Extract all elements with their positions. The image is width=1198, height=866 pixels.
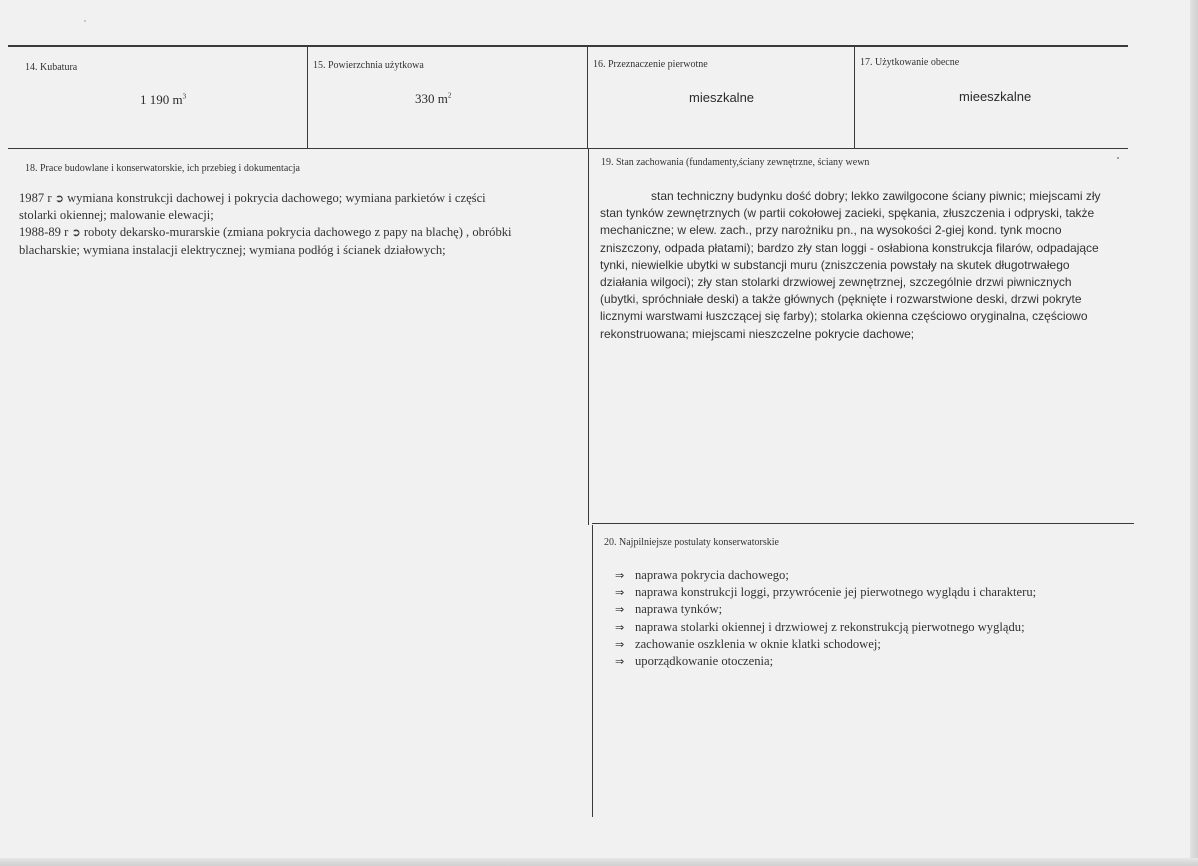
double-arrow-icon: ⇒ xyxy=(615,637,625,651)
list-item: ⇒ naprawa pokrycia dachowego; xyxy=(615,567,1125,584)
field-19-label: 19. Stan zachowania (fundamenty,ściany zewnętrzne, ściany wewn xyxy=(601,157,870,168)
field-19-line-3: mechaniczne; w elew. zach., przy narożniku pn., na wysokości 2-giej kond. tynk mocno xyxy=(600,223,1062,238)
field-19-line-6: działania wilgoci); zły stan stolarki drzwiowej zewnętrznej, szczególnie drzwi piwnicznych xyxy=(600,275,1072,290)
page-edge-bottom xyxy=(0,858,1198,866)
col-divider-2 xyxy=(587,46,588,149)
field-20-list xyxy=(615,567,1125,670)
entry-2-line-2: blacharskie; wymiana instalacji elektrycznej; wymiana podłóg i ścianek działowych; xyxy=(19,242,446,257)
double-arrow-icon: ⇒ xyxy=(615,620,625,634)
entry-1-line-2: stolarki okiennej; malowanie elewacji; xyxy=(19,208,214,223)
field-19-line-2: stan tynków zewnętrznych (w partii cokołowej zacieki, spękania, złuszczenia i odpryski, także xyxy=(600,206,1095,221)
field-18-entries xyxy=(19,190,579,259)
scan-speck xyxy=(84,20,86,22)
col-divider-1 xyxy=(307,46,308,149)
page-edge-right xyxy=(1190,0,1198,866)
field-16-value: mieszkalne xyxy=(689,90,755,105)
field-19-line-5: tynki, niewielkie ubytki w substancji muru (zniszczenia powstały na skutek długotrwałego xyxy=(600,257,1070,272)
field-19-line-7: (ubytki, spróchniałe deski) a także głównych (pęknięte i rozwarstwione deski, drzwi pokryte xyxy=(600,292,1082,307)
double-arrow-icon: ⇒ xyxy=(615,603,625,617)
list-item: ⇒ uporządkowanie otoczenia; xyxy=(615,653,1125,670)
list-item: ⇒ naprawa tynków; xyxy=(615,601,1125,618)
list-item: ⇒ zachowanie oszklenia w oknie klatki schodowej; xyxy=(615,636,1125,653)
double-arrow-icon: ⇒ xyxy=(615,586,625,600)
list-item: ⇒ naprawa konstrukcji loggi, przywrócenie jej pierwotnego wyglądu i charakteru; xyxy=(615,584,1125,601)
scan-speck xyxy=(1117,157,1119,159)
field-17-label: 17. Użytkowanie obecne xyxy=(860,57,960,68)
field-15-label: 15. Powierzchnia użytkowa xyxy=(313,60,424,71)
list-item: ⇒ naprawa stolarki okiennej i drzwiowej z rekonstrukcją pierwotnego wyglądu; xyxy=(615,619,1125,636)
field-19-line-1: stan techniczny budynku dość dobry; lekko zawilgocone ściany piwnic; miejscami zły xyxy=(651,189,1101,203)
field-14-value: 1 190 $m^3$ xyxy=(140,92,187,107)
row1-bottom-rule xyxy=(8,148,1128,149)
field-18-label: 18. Prace budowlane i konserwatorskie, ich przebieg i dokumentacja xyxy=(25,163,300,174)
field-19-line-4: zniszczony, odpada płatami); bardzo zły stan loggi - osłabiona konstrukcja filarów, odpadające xyxy=(600,240,1099,255)
field-14-label: 14. Kubatura xyxy=(25,62,78,73)
field-17-value: mieeszkalne xyxy=(959,89,1032,104)
entry-1-line-1: 1987 r ➲ wymiana konstrukcji dachowej i pokrycia dachowego; wymiana parkietów i części xyxy=(19,191,486,205)
entry-2-line-1: 1988-89 r ➲ roboty dekarsko-murarskie (zmiana pokrycia dachowego z papy na blachę) , obróbki xyxy=(19,225,512,240)
field-20-label: 20. Najpilniejsze postulaty konserwatorskie xyxy=(604,537,779,548)
field-19-line-9: rekonstruowana; miejscami nieszczelne pokrycie dachowe; xyxy=(600,326,915,341)
main-col-divider-lower xyxy=(592,525,593,817)
field-16-label: 16. Przeznaczenie pierwotne xyxy=(593,59,708,70)
col-divider-3 xyxy=(854,46,855,149)
curved-arrow-icon: ➲ xyxy=(54,192,64,205)
section20-top-rule xyxy=(592,523,1134,524)
top-rule xyxy=(8,45,1128,47)
double-arrow-icon: ⇒ xyxy=(615,655,625,669)
double-arrow-icon: ⇒ xyxy=(615,569,625,582)
field-15-value: 330 $m^2$ xyxy=(415,91,452,106)
field-19-line-8: licznymi warstwami łuszczącej się farby); stolarka okienna częściowo oryginalna, częściowo xyxy=(600,309,1088,324)
main-col-divider xyxy=(588,149,589,525)
field-19-text xyxy=(600,188,1130,343)
curved-arrow-icon: ➲ xyxy=(71,226,81,240)
